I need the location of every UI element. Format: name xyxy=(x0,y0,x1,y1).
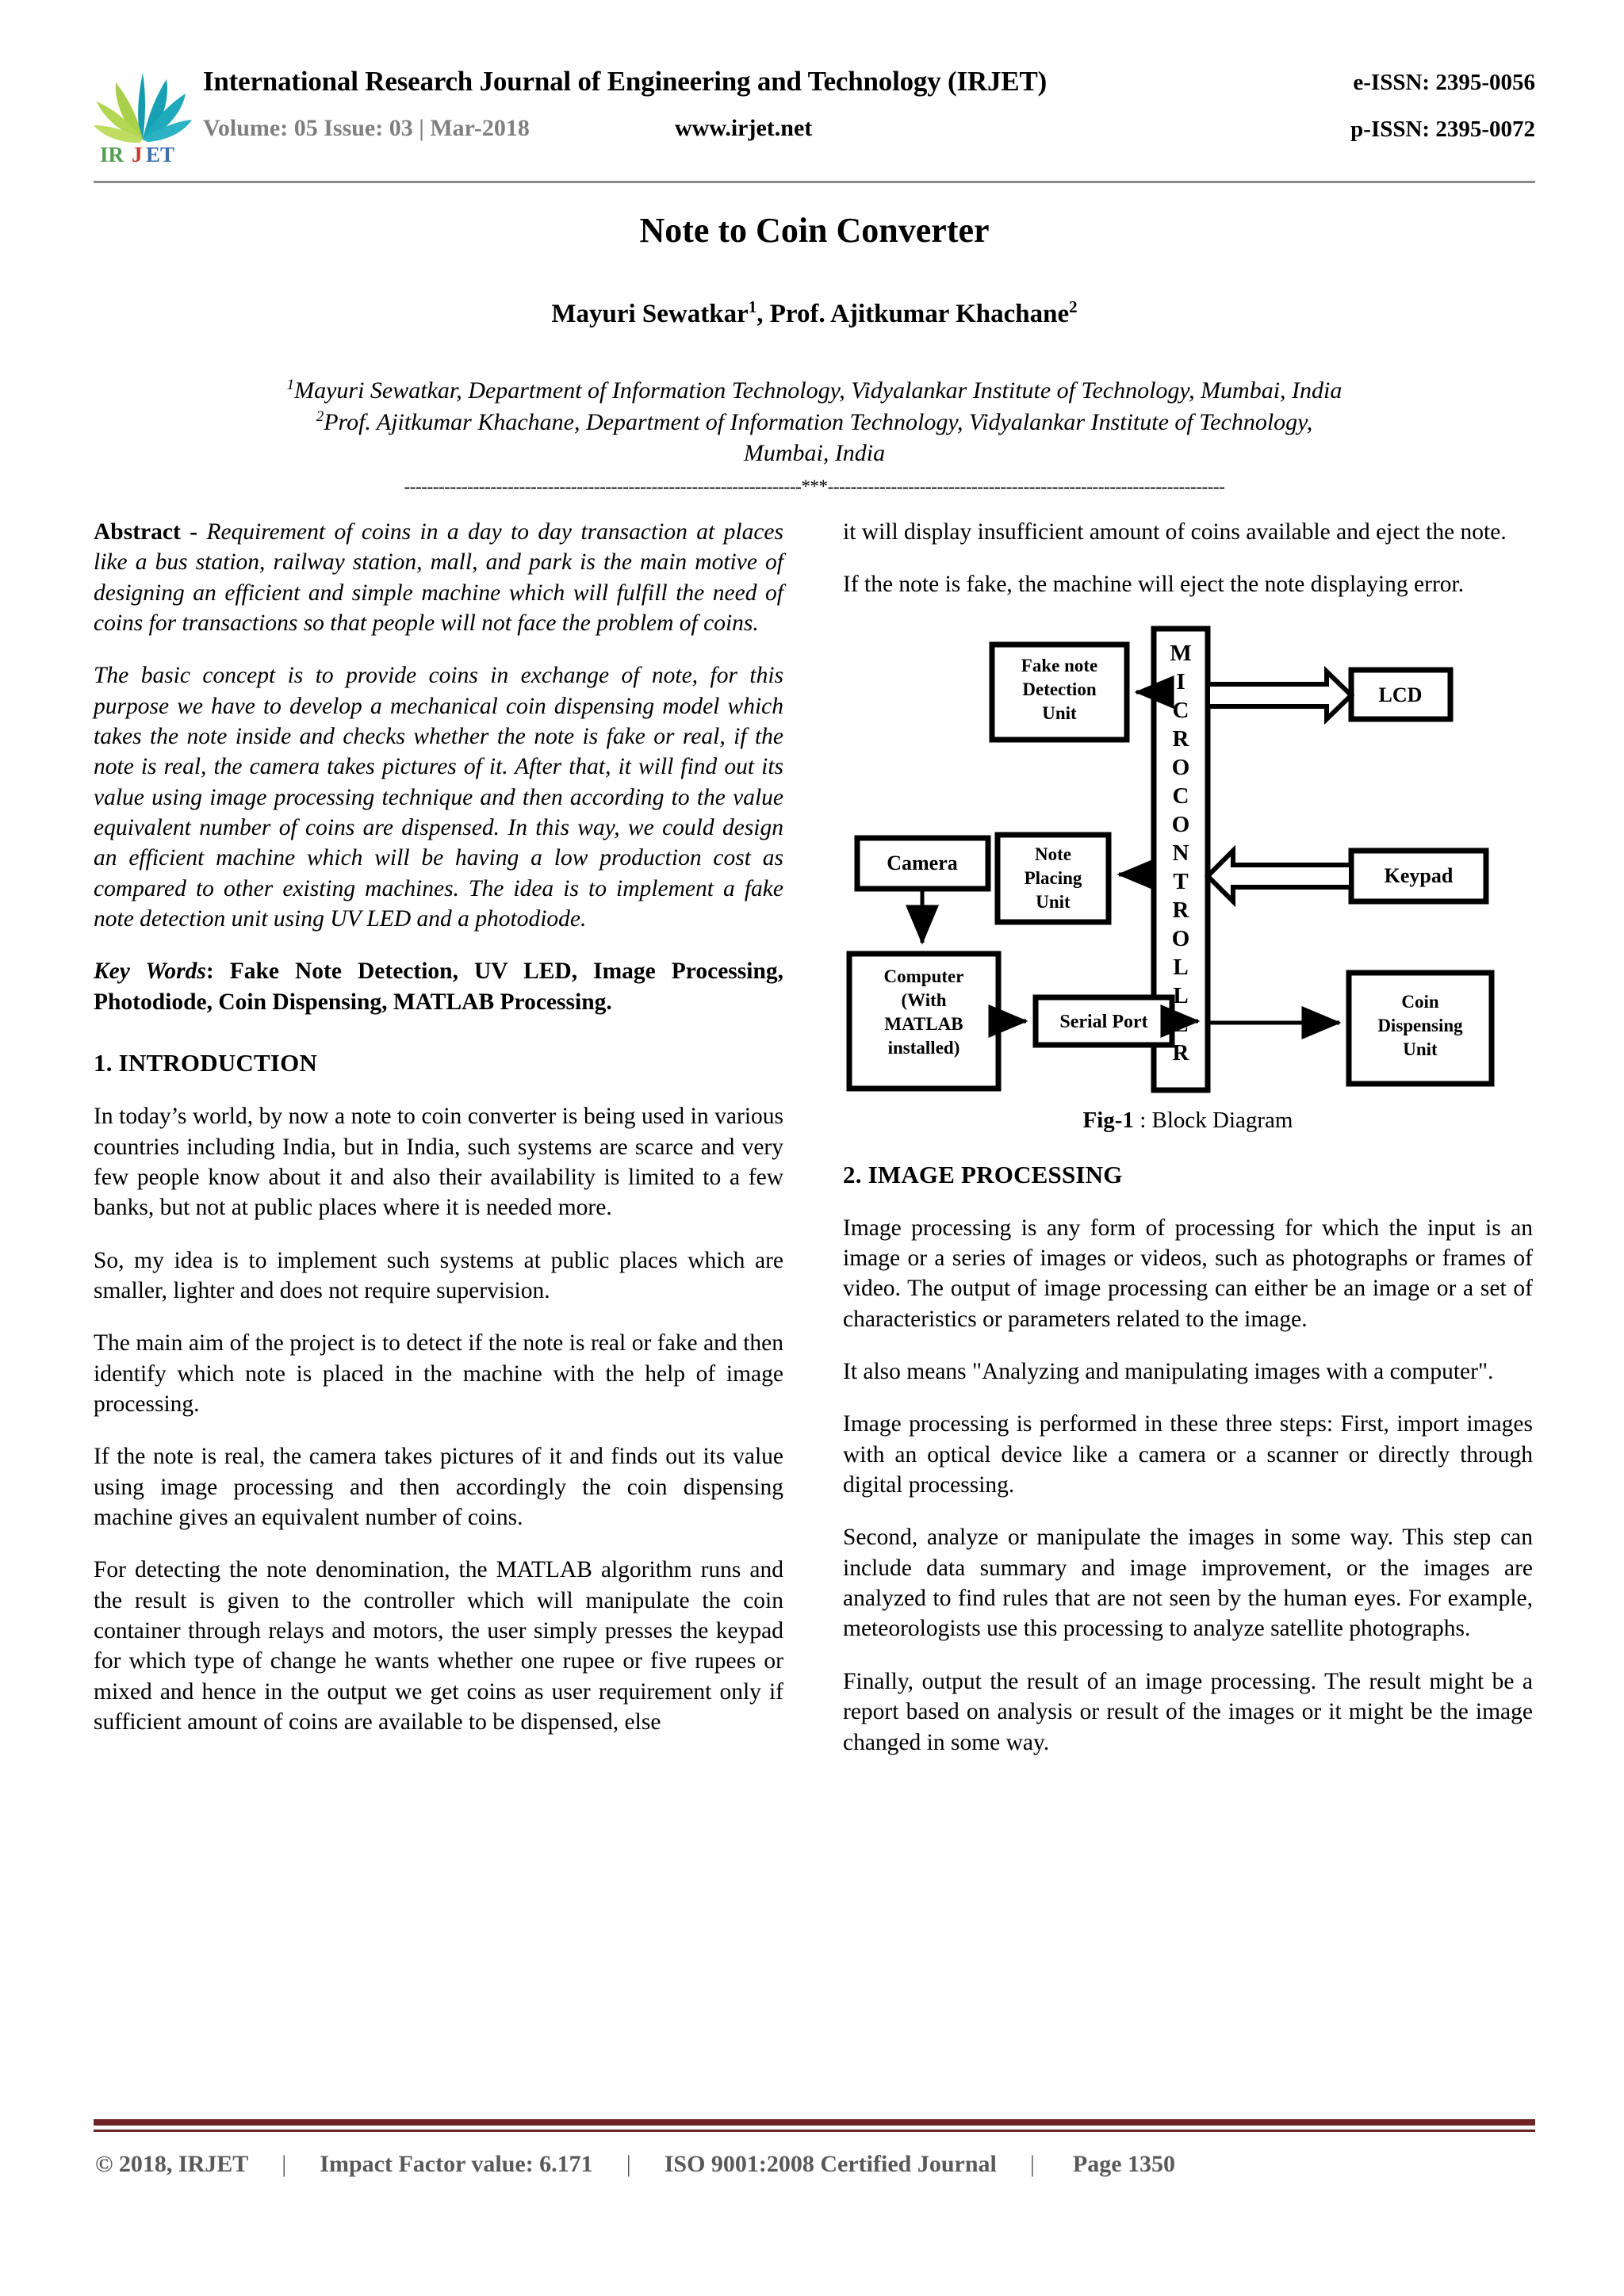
abstract-text-1: Requirement of coins in a day to day transaction at places like a bus station, railway station, mall, and park is the main motive of designing an efficient and simple machine which will fulfill the need of coins for transactions so that people will not face the problem of coins. xyxy=(94,519,783,637)
figure-caption-text: : Block Diagram xyxy=(1133,1107,1293,1133)
svg-text:N: N xyxy=(1172,840,1189,866)
right-continuation-paragraph-2: If the note is fake, the machine will eject the note displaying error. xyxy=(843,572,1465,598)
svg-text:L: L xyxy=(1173,954,1189,980)
block-diagram-svg xyxy=(843,622,1533,1098)
section-heading-introduction: 1. INTRODUCTION xyxy=(94,1049,318,1077)
footer-page-number: Page 1350 xyxy=(1072,2151,1176,2177)
image-processing-paragraph-5: Finally, output the result of an image processing. The result might be a report based on analysis or result of the images or it might be the image changed in some way. xyxy=(843,1668,1533,1755)
keywords-label: Key Words xyxy=(94,959,206,985)
coin-label-1: Coin xyxy=(1401,991,1439,1012)
figure-caption-label: Fig-1 xyxy=(1082,1107,1134,1133)
abstract-label: Abstract - xyxy=(94,519,207,545)
svg-text:L: L xyxy=(1173,982,1189,1008)
computer-label-3: MATLAB xyxy=(884,1013,963,1034)
footer-separator-3: | xyxy=(1029,2151,1035,2177)
masthead-row-2 xyxy=(203,111,1535,160)
coin-label-2: Dispensing xyxy=(1377,1015,1463,1035)
intro-paragraph-1: In today’s world, by now a note to coin converter is being used in various countries including India, but in India, such systems are scarce and very few people know about it and also their availability is limited to a few banks, but not at public places where it is needed more. xyxy=(94,1104,783,1221)
image-processing-paragraph-2: It also means "Analyzing and manipulating images with a computer". xyxy=(843,1359,1494,1385)
right-continuation-paragraph-1: it will display insufficient amount of coins available and eject the note. xyxy=(843,519,1507,545)
keypad-label: Keypad xyxy=(1384,863,1454,887)
affiliation-2 xyxy=(94,407,1535,438)
fake-note-label-1: Fake note xyxy=(1021,655,1098,675)
masthead xyxy=(94,62,1535,165)
footer-separator-2: | xyxy=(626,2151,631,2177)
svg-text:O: O xyxy=(1171,811,1190,837)
irjet-logo-icon xyxy=(94,63,193,165)
journal-name: International Research Journal of Engineering and Technology (IRJET) xyxy=(203,66,1048,97)
edge-mcu-to-lcd-block-arrow xyxy=(1208,672,1351,719)
p-issn: p-ISSN: 2395-0072 xyxy=(1350,117,1535,142)
masthead-text xyxy=(203,62,1535,163)
intro-paragraph-3: The main aim of the project is to detect if the note is real or fake and then identify which note is placed in the machine with the help of image processing. xyxy=(94,1330,783,1417)
affiliation-3-text: Mumbai, India xyxy=(743,440,886,467)
logo-text-et: ET xyxy=(146,143,175,165)
image-processing-paragraph-3: Image processing is performed in these three steps: First, import images with an optical device like a camera or a scanner or directly through digital processing. xyxy=(843,1411,1533,1498)
svg-text:R: R xyxy=(1172,1039,1189,1066)
keywords-list: : Fake Note Detection, UV LED, Image Processing, Photodiode, Coin Dispensing, MATLAB Processing. xyxy=(94,959,783,1015)
section-heading-image-processing: 2. IMAGE PROCESSING xyxy=(843,1160,1123,1188)
svg-text:E: E xyxy=(1173,1011,1189,1037)
abstract-paragraph-2: The basic concept is to provide coins in exchange of note, for this purpose we have to develop a mechanical coin dispensing model which takes the note inside and checks whether the note is fake or real, if the note is real, the camera takes pictures of it. After that, it will find out its value using image processing technique and then according to the value equivalent number of coins are dispensed. In this way, we could design an efficient machine which will be having a low production cost as compared to other existing machines. The idea is to implement a fake note detection unit using UV LED and a photodiode. xyxy=(94,663,783,932)
figure-caption xyxy=(843,1108,1533,1134)
coin-label-3: Unit xyxy=(1403,1039,1438,1059)
note-placing-label-3: Unit xyxy=(1036,891,1071,912)
footer-iso-certification: ISO 9001:2008 Certified Journal xyxy=(664,2151,997,2177)
footer-impact-factor: Impact Factor value: 6.171 xyxy=(320,2151,593,2177)
svg-text:C: C xyxy=(1172,697,1189,723)
figure-block-diagram xyxy=(843,622,1533,1098)
affiliation-1-text: Mayuri Sewatkar, Department of Information Technology, Vidyalankar Institute of Technology, Mumbai, India xyxy=(294,377,1342,404)
header-divider xyxy=(94,181,1535,183)
footer-rule-thin xyxy=(94,2130,1535,2132)
svg-text:C: C xyxy=(1172,783,1189,809)
masthead-row-1 xyxy=(203,62,1535,111)
footer-rule-thick xyxy=(94,2119,1535,2126)
footer-copyright: © 2018, IRJET xyxy=(95,2151,249,2177)
left-column xyxy=(94,517,783,1759)
svg-text:T: T xyxy=(1173,868,1189,894)
computer-label-2: (With xyxy=(901,989,947,1010)
svg-text:O: O xyxy=(1171,925,1190,951)
author-separator: , xyxy=(756,300,770,328)
affiliation-2-text: Prof. Ajitkumar Khachane, Department of Information Technology, Vidyalankar Institute of Technology, xyxy=(324,408,1313,435)
e-issn: e-ISSN: 2395-0056 xyxy=(1353,70,1535,95)
fake-note-label-3: Unit xyxy=(1042,702,1077,723)
keywords xyxy=(94,956,783,1017)
svg-text:R: R xyxy=(1172,725,1189,752)
image-processing-paragraph-1: Image processing is any form of processing for which the input is an image or a series of images or videos, such as photographs or frames of video. The output of image processing can either be an image or a set of characteristics or parameters related to the image. xyxy=(843,1215,1533,1332)
affiliation-1 xyxy=(94,375,1535,407)
affiliation-2-sup: 2 xyxy=(316,408,324,425)
author-1-sup: 1 xyxy=(748,297,757,316)
volume-issue: Volume: 05 Issue: 03 | Mar-2018 xyxy=(203,115,530,141)
author-2-name: Prof. Ajitkumar Khachane xyxy=(769,300,1070,328)
svg-text:O: O xyxy=(1171,754,1190,780)
serial-port-label: Serial Port xyxy=(1059,1011,1148,1032)
footer-separator-1: | xyxy=(282,2151,287,2177)
computer-label-4: installed) xyxy=(887,1037,960,1058)
affiliations xyxy=(94,375,1535,469)
irjet-logo xyxy=(94,63,193,165)
section-separator: ---------------------------------------------------------------------***--------------------------------------------------------------------- xyxy=(404,476,1225,496)
page-footer xyxy=(94,2141,1535,2188)
lcd-label: LCD xyxy=(1378,683,1423,706)
intro-paragraph-5: For detecting the note denomination, the MATLAB algorithm runs and the result is given to the controller which will manipulate the coin container through relays and motors, the user simply presses the keypad for which type of change he wants whether one rupee or five rupees or mixed and hence in the output we get coins as user requirement only if sufficient amount of coins are available to be dispensed, else xyxy=(94,1557,783,1735)
note-placing-label-2: Placing xyxy=(1024,867,1082,888)
journal-website[interactable]: www.irjet.net xyxy=(675,115,813,141)
edge-keypad-to-mcu-block-arrow xyxy=(1208,851,1351,901)
right-column xyxy=(843,517,1533,1780)
abstract-paragraph-1 xyxy=(94,517,783,638)
author-1-name: Mayuri Sewatkar xyxy=(551,300,749,328)
intro-paragraph-4: If the note is real, the camera takes pictures of it and finds out its value using image processing and then accordingly the coin dispensing machine gives an equivalent number of coins. xyxy=(94,1444,783,1530)
logo-text-ir: IR xyxy=(100,143,124,165)
page-title: Note to Coin Converter xyxy=(639,211,990,250)
intro-paragraph-2: So, my idea is to implement such systems at public places which are smaller, lighter and does not require supervision. xyxy=(94,1247,783,1303)
affiliation-3 xyxy=(94,438,1535,469)
note-placing-label-1: Note xyxy=(1035,844,1071,864)
author-2-sup: 2 xyxy=(1069,297,1078,316)
logo-text-j: J xyxy=(132,143,143,165)
author-line xyxy=(94,297,1535,329)
svg-text:I: I xyxy=(1176,668,1185,695)
camera-label: Camera xyxy=(887,851,958,874)
svg-text:R: R xyxy=(1172,897,1189,923)
affiliation-1-sup: 1 xyxy=(286,377,295,393)
fake-note-label-2: Detection xyxy=(1022,679,1097,699)
computer-label-1: Computer xyxy=(883,966,964,986)
svg-text:M: M xyxy=(1170,640,1192,666)
image-processing-paragraph-4: Second, analyze or manipulate the images in some way. This step can include data summary and image improvement, or the images are analyzed to find rules that are not seen by the human eyes. For example, meteorologists use this processing to analyze satellite photographs. xyxy=(843,1525,1533,1642)
